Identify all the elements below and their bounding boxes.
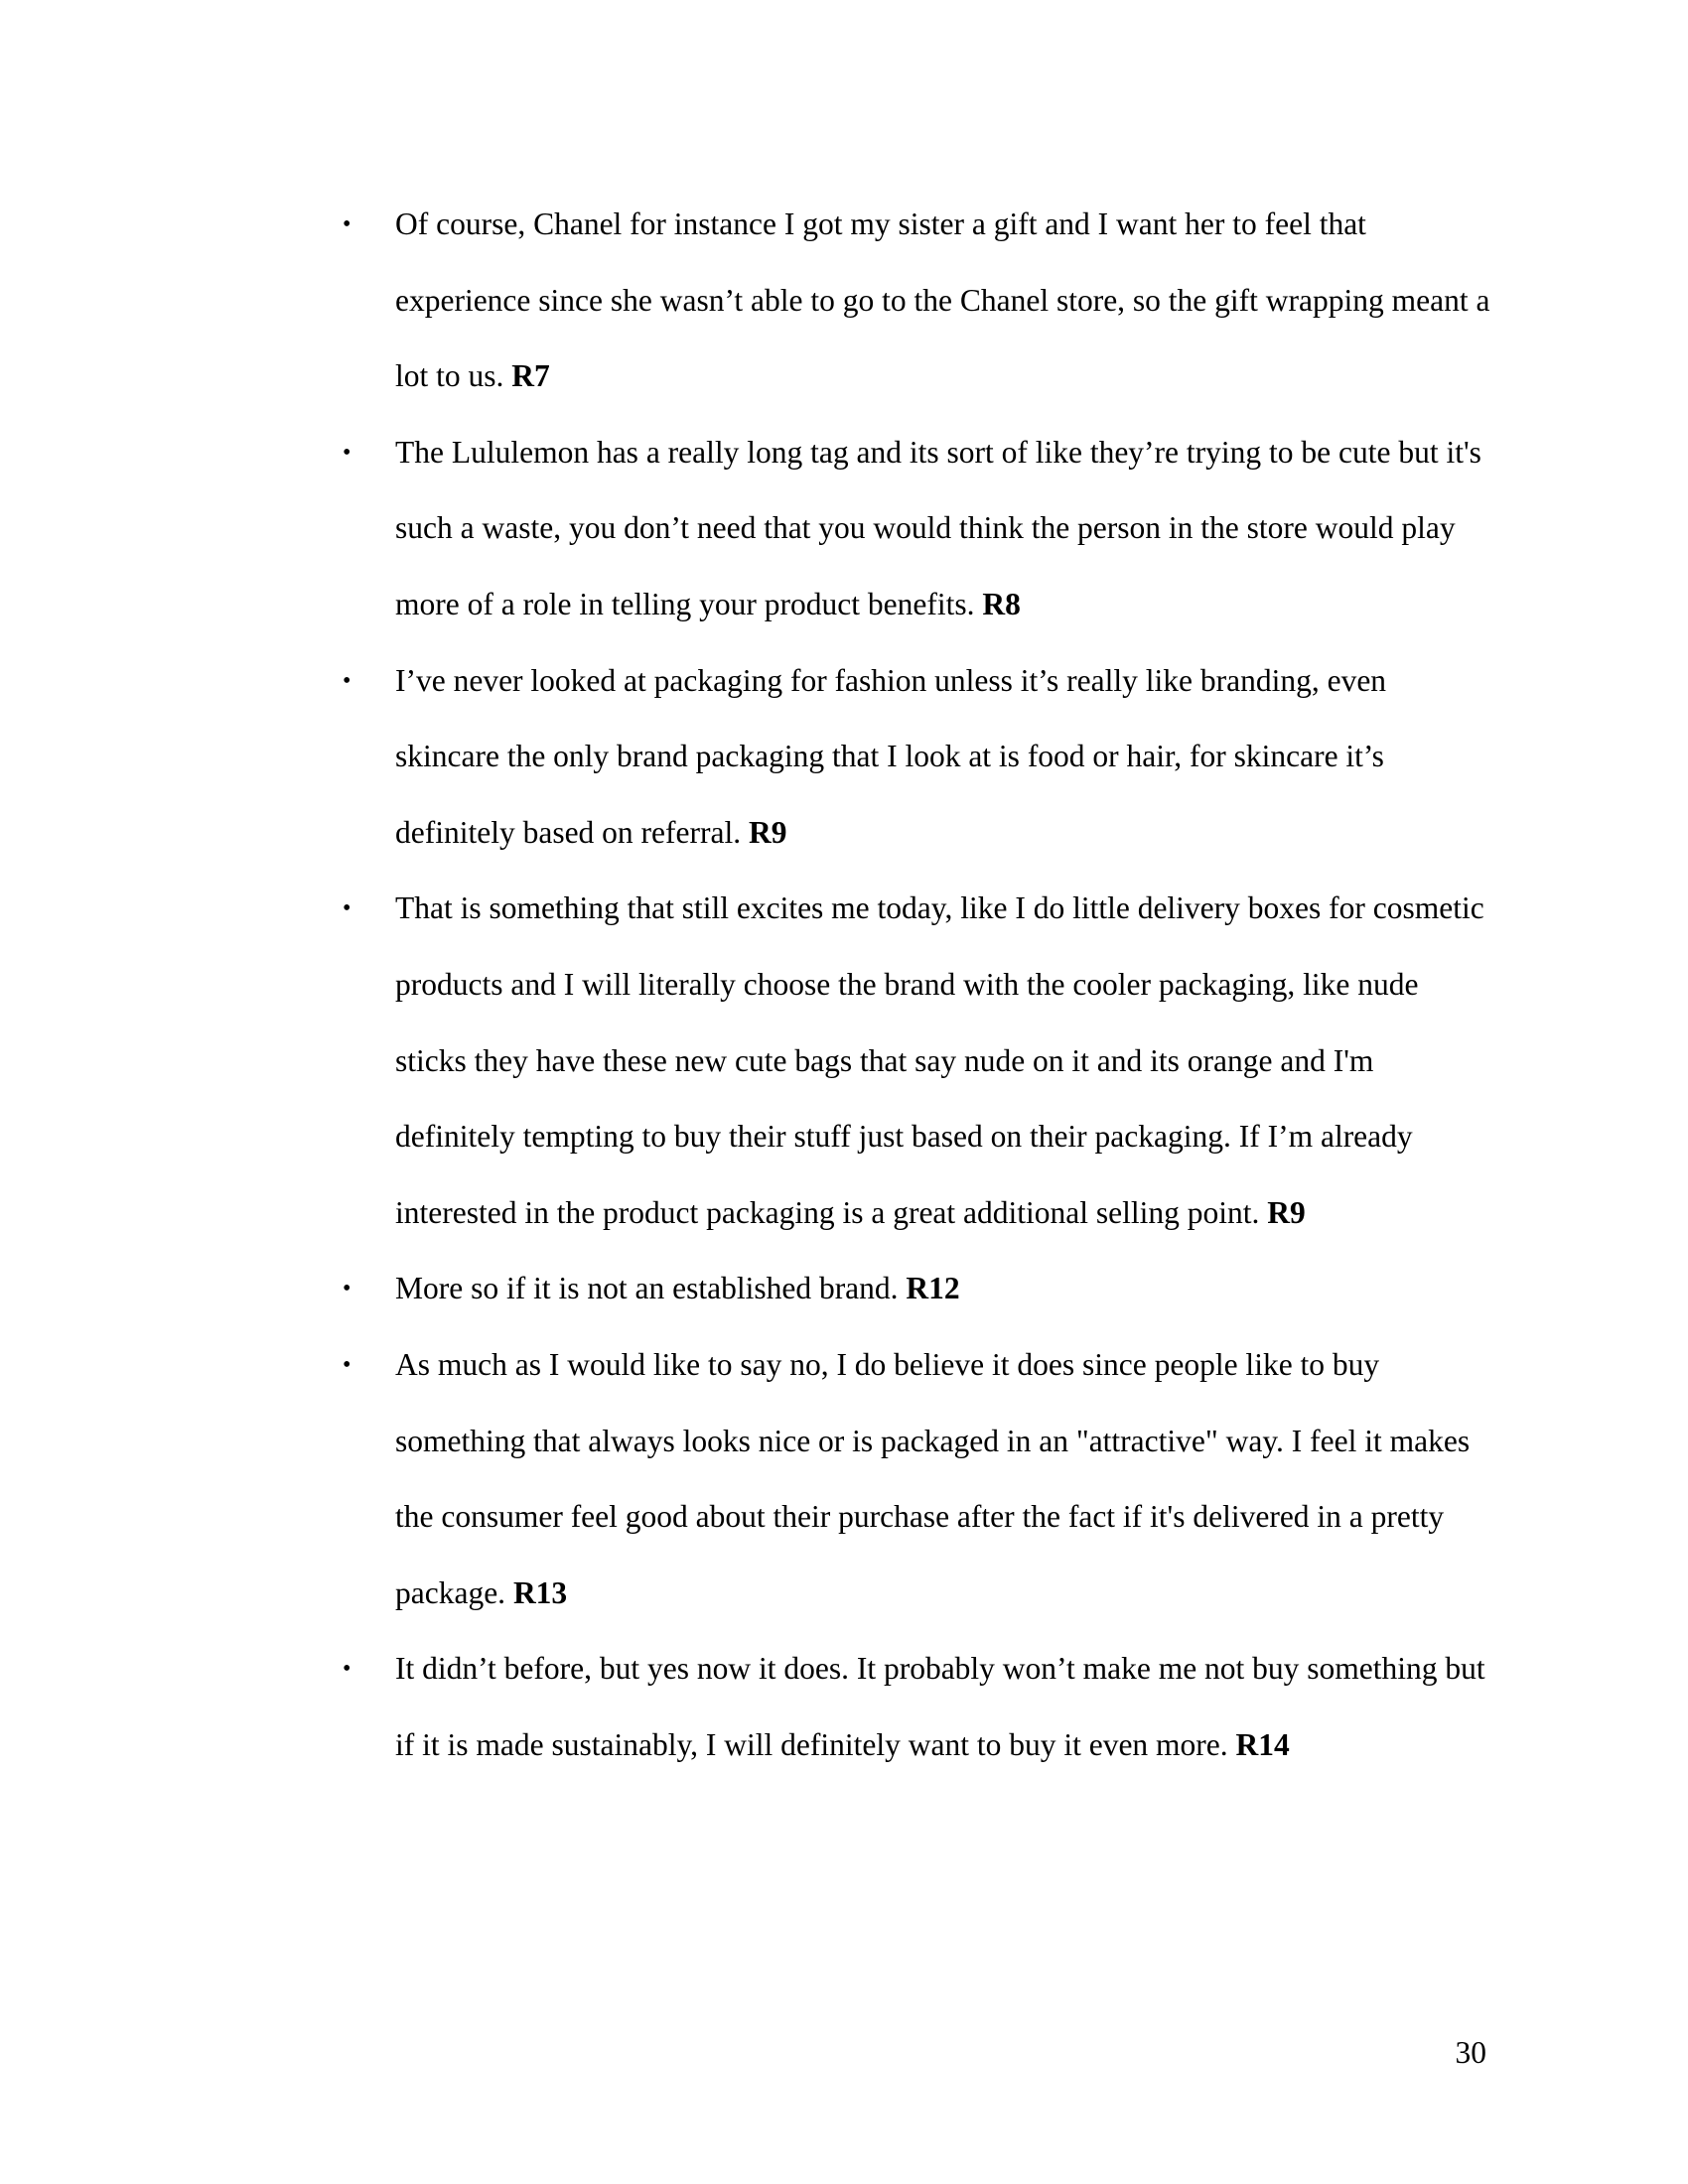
- quote-text: It didn’t before, but yes now it does. It probably won’t make me not buy something but if it is made sustainably, I will definitely want to buy it even more.: [395, 1651, 1485, 1762]
- quote-item-r9-b: [343, 871, 1494, 1251]
- quote-text: More so if it is not an established brand.: [395, 1271, 907, 1306]
- respondent-label: R13: [512, 1574, 568, 1610]
- page-number: 30: [1455, 2035, 1486, 2070]
- bullet-icon: •: [343, 1276, 352, 1302]
- quote-item-r7: [343, 187, 1494, 415]
- quote-text: Of course, Chanel for instance I got my sister a gift and I want her to feel that experience since she wasn’t able to go to the Chanel store, so the gift wrapping meant a lot to us.: [395, 206, 1490, 394]
- bullet-icon: •: [343, 439, 352, 466]
- quote-item-r12: [343, 1251, 1494, 1327]
- respondent-label: R7: [511, 358, 550, 394]
- quote-text: I’ve never looked at packaging for fashion unless it’s really like branding, even skincare the only brand packaging that I look at is food or hair, for skincare it’s definitely based on referral.: [395, 662, 1387, 850]
- bullet-icon: •: [343, 211, 352, 237]
- respondent-label: R12: [906, 1271, 960, 1306]
- respondent-label: R9: [1267, 1194, 1306, 1230]
- quote-item-r9-a: [343, 643, 1494, 872]
- bullet-icon: •: [343, 1656, 352, 1683]
- respondent-label: R14: [1235, 1726, 1290, 1762]
- bullet-icon: •: [343, 895, 352, 922]
- bullet-icon: •: [343, 667, 352, 694]
- quote-text: The Lululemon has a really long tag and its sort of like they’re trying to be cute but it's such a waste, you don’t need that you would think the person in the store would play more of a role in telling your product benefits.: [395, 434, 1481, 621]
- respondent-label: R9: [748, 814, 787, 850]
- bullet-icon: •: [343, 1351, 352, 1378]
- quote-item-r8: [343, 415, 1494, 643]
- quote-item-r14: [343, 1631, 1494, 1783]
- quote-text: That is something that still excites me today, like I do little delivery boxes for cosmetic products and I will literally choose the brand with the cooler packaging, like nude sticks they have these new cute bags that say nude on it and its orange and I'm definitely tempting to buy their stuff just based on their packaging. If I’m already interested in the product packaging is a great additional selling point.: [395, 890, 1484, 1230]
- quote-list: [343, 187, 1494, 1783]
- quote-item-r13: [343, 1327, 1494, 1631]
- respondent-label: R8: [982, 586, 1021, 621]
- quote-text: As much as I would like to say no, I do believe it does since people like to buy something that always looks nice or is packaged in an "attractive" way. I feel it makes the consumer feel good about their purchase after the fact if it's delivered in a pretty package.: [395, 1346, 1471, 1610]
